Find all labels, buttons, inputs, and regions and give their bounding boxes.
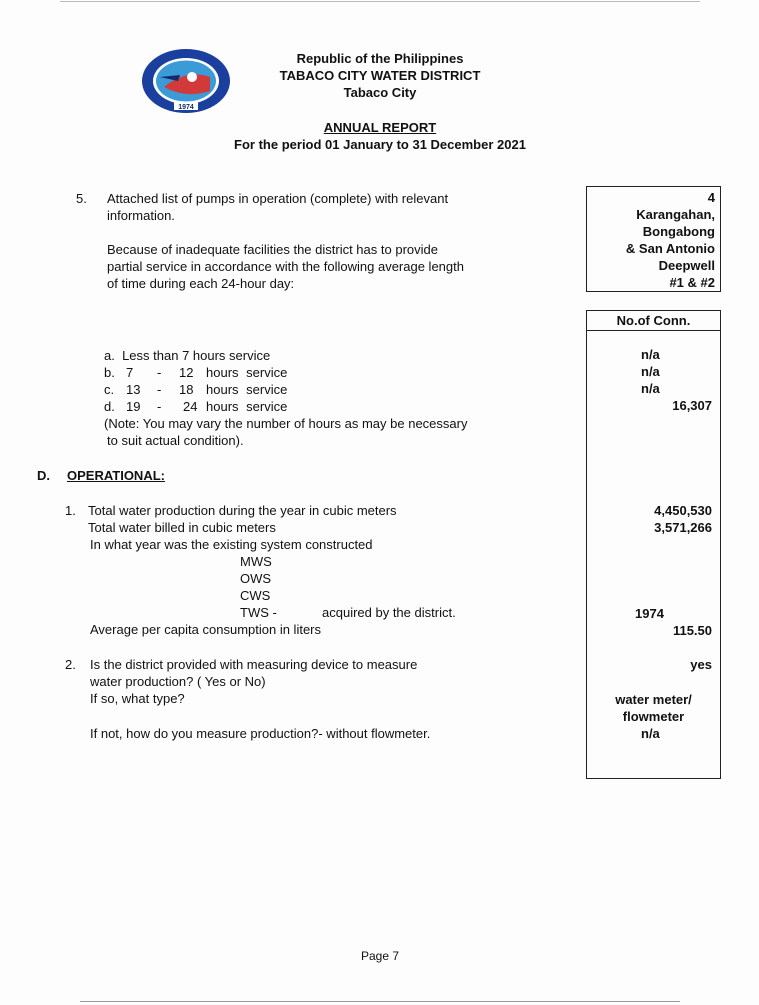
if-not-label: If not, how do you measure production?- without flowmeter. <box>90 726 431 741</box>
d1-number: 1. <box>65 503 76 518</box>
pumps-location-2: Bongabong <box>642 224 715 239</box>
option-b-value: n/a <box>641 364 660 379</box>
pumps-type: Deepwell <box>658 258 715 273</box>
service-text-line2: partial service in accordance with the following average length <box>107 259 464 274</box>
option-b <box>104 364 115 381</box>
option-d-letter: d. <box>104 399 115 414</box>
option-c-dash: - <box>157 382 162 397</box>
billed-value: 3,571,266 <box>654 520 712 535</box>
tws-year-value: 1974 <box>635 606 664 621</box>
connections-value-box <box>586 310 721 779</box>
item5-number: 5. <box>76 191 87 206</box>
billed-label: Total water billed in cubic meters <box>88 520 276 535</box>
device-type-line1: water meter/ <box>615 692 692 707</box>
item5-text-line2: information. <box>107 208 175 223</box>
report-period: For the period 01 January to 31 December 2021 <box>234 137 526 152</box>
option-a-label: Less than 7 hours service <box>122 348 271 363</box>
system-mws: MWS <box>240 554 272 569</box>
d2-number: 2. <box>65 657 76 672</box>
service-text-line1: Because of inadequate facilities the district has to provide <box>107 242 438 257</box>
district-seal <box>140 47 232 115</box>
option-d-to: 24 <box>183 399 198 414</box>
acquired-label: acquired by the district. <box>322 605 456 620</box>
section-d-letter: D. <box>37 468 50 483</box>
section-d-title: OPERATIONAL: <box>67 468 165 483</box>
note-line2: to suit actual condition). <box>107 433 244 448</box>
scan-edge-bottom <box>80 1001 680 1002</box>
measuring-question-line1: Is the district provided with measuring device to measure <box>90 657 418 672</box>
pumps-value-box <box>586 186 721 292</box>
system-ows: OWS <box>240 571 272 586</box>
service-text-line3: of time during each 24-hour day: <box>107 276 295 291</box>
measuring-device-answer: yes <box>690 657 712 672</box>
page-number: Page 7 <box>360 949 400 963</box>
header-district: TABACO CITY WATER DISTRICT <box>279 68 481 83</box>
option-c-value: n/a <box>641 381 660 396</box>
measuring-question-line2: water production? ( Yes or No) <box>90 674 266 689</box>
option-b-to: 12 <box>179 365 194 380</box>
option-d-label: hours service <box>206 399 288 414</box>
option-a-value: n/a <box>641 347 660 362</box>
option-a-letter: a. <box>104 348 115 363</box>
per-capita-label: Average per capita consumption in liters <box>90 622 321 637</box>
option-a <box>104 347 270 364</box>
if-not-value: n/a <box>641 726 660 741</box>
device-type-label: If so, what type? <box>90 691 185 706</box>
option-b-label: hours service <box>206 365 288 380</box>
option-b-letter: b. <box>104 365 115 380</box>
device-type-line2: flowmeter <box>622 709 685 724</box>
per-capita-value: 115.50 <box>672 623 712 638</box>
system-cws: CWS <box>240 588 271 603</box>
option-d-from: 19 <box>126 399 141 414</box>
option-c-letter: c. <box>104 382 115 397</box>
option-d-dash: - <box>157 399 162 414</box>
option-b-dash: - <box>157 365 162 380</box>
header-republic: Republic of the Philippines <box>296 51 464 66</box>
item5-text-line1: Attached list of pumps in operation (complete) with relevant <box>107 191 449 206</box>
system-tws: TWS - <box>240 605 277 620</box>
note-line1: (Note: You may vary the number of hours as may be necessary <box>104 416 468 431</box>
header-city: Tabaco City <box>343 85 417 100</box>
option-c-label: hours service <box>206 382 288 397</box>
pumps-numbers: #1 & #2 <box>669 275 715 290</box>
pumps-location-1: Karangahan, <box>636 207 715 222</box>
svg-text:1974: 1974 <box>178 104 194 111</box>
pumps-location-3: & San Antonio <box>625 241 715 256</box>
seal-logo-icon <box>140 47 232 115</box>
conn-header: No.of Conn. <box>587 311 720 331</box>
report-title: ANNUAL REPORT <box>323 120 437 135</box>
pumps-count: 4 <box>707 190 715 205</box>
option-c-to: 18 <box>179 382 194 397</box>
production-value: 4,450,530 <box>654 503 712 518</box>
option-d-value: 16,307 <box>672 398 712 413</box>
production-label: Total water production during the year in cubic meters <box>88 503 397 518</box>
year-constructed-label: In what year was the existing system constructed <box>90 537 373 552</box>
option-c-from: 13 <box>126 382 141 397</box>
option-b-from: 7 <box>126 365 134 380</box>
scan-edge-top <box>60 1 700 2</box>
